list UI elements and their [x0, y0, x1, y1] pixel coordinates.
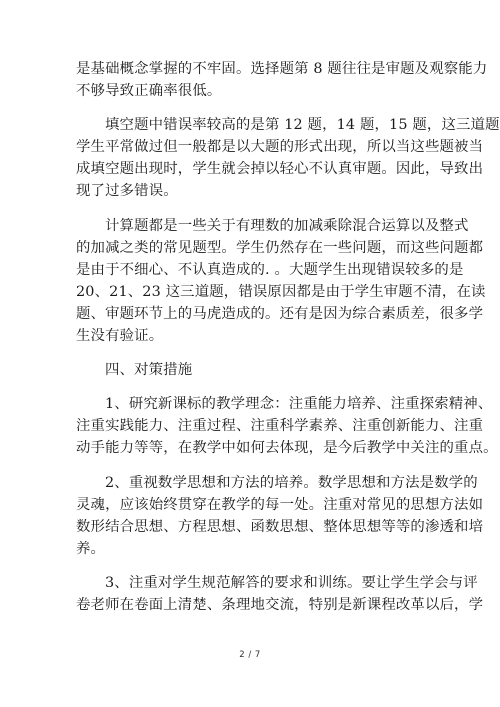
- text-line: 四、对策措施: [105, 362, 193, 379]
- text-line: 是由于不细心、不认真造成的. 。大题学生出现错误较多的是: [76, 261, 464, 278]
- text-line: 养。: [76, 540, 106, 557]
- paragraph-spacer: [76, 381, 436, 393]
- text-line: 填空题中错误率较高的是第 12 题，14 题，15 题，这三道题: [105, 117, 500, 134]
- paragraph: [76, 114, 500, 202]
- text-line: 动手能力等等，在教学中如何去体现，是今后教学中关注的重点。: [76, 440, 498, 457]
- text-line: 的加减之类的常见题型。学生仍然存在一些问题，而这些问题都: [76, 239, 484, 256]
- text-line: 题、审题环节上的马虎造成的。还有是因为综合素质差，很多学: [76, 305, 484, 322]
- text-line: 注重实践能力、注重过程、注重科学素养、注重创新能力、注重: [76, 418, 484, 435]
- section-heading: [76, 359, 436, 381]
- paragraph-spacer: [76, 203, 436, 215]
- paragraph-spacer: [76, 347, 436, 359]
- text-line: 2、重视数学思想和方法的培养。数学思想和方法是数学的: [105, 474, 478, 491]
- text-line: 数形结合思想、方程思想、函数思想、整体思想等等的渗透和培: [76, 518, 484, 535]
- text-line: 生没有验证。: [76, 328, 164, 345]
- text-line: 灵魂，应该始终贯穿在教学的每一处。注重对常见的思想方法如: [76, 496, 484, 513]
- text-line: 成填空题出现时，学生就会掉以轻心不认真审题。因此，导致出: [76, 161, 484, 178]
- text-line: 卷老师在卷面上清楚、条理地交流，特别是新课程改革以后，学: [76, 596, 484, 613]
- text-line: 学生平常做过但一般都是以大题的形式出现，所以当这些题被当: [76, 139, 484, 156]
- page-number: 2 / 7: [239, 650, 261, 660]
- paragraph-spacer: [76, 560, 436, 572]
- paragraph: [76, 58, 488, 102]
- text-line: 不够导致正确率很低。: [76, 83, 222, 100]
- paragraph-spacer: [76, 460, 436, 472]
- text-line: 是基础概念掌握的不牢固。选择题第 8 题往往是审题及观察能力: [76, 61, 488, 77]
- text-line: 20、21、23 这三道题，错误原因都是由于学生审题不清，在读: [76, 283, 486, 300]
- text-line: 1、研究新课标的教学理念：注重能力培养、注重探索精神、: [105, 396, 493, 413]
- paragraph: [76, 472, 484, 560]
- paragraph: [76, 572, 484, 616]
- paragraph: [76, 393, 498, 459]
- document-body: [76, 58, 500, 616]
- text-line: 现了过多错误。: [76, 183, 178, 200]
- text-line: 计算题都是一些关于有理数的加减乘除混合运算以及整式: [105, 217, 469, 234]
- text-line: 3、注重对学生规范解答的要求和训练。要让学生学会与评: [105, 574, 478, 591]
- paragraph: [76, 215, 486, 348]
- paragraph-spacer: [76, 102, 436, 114]
